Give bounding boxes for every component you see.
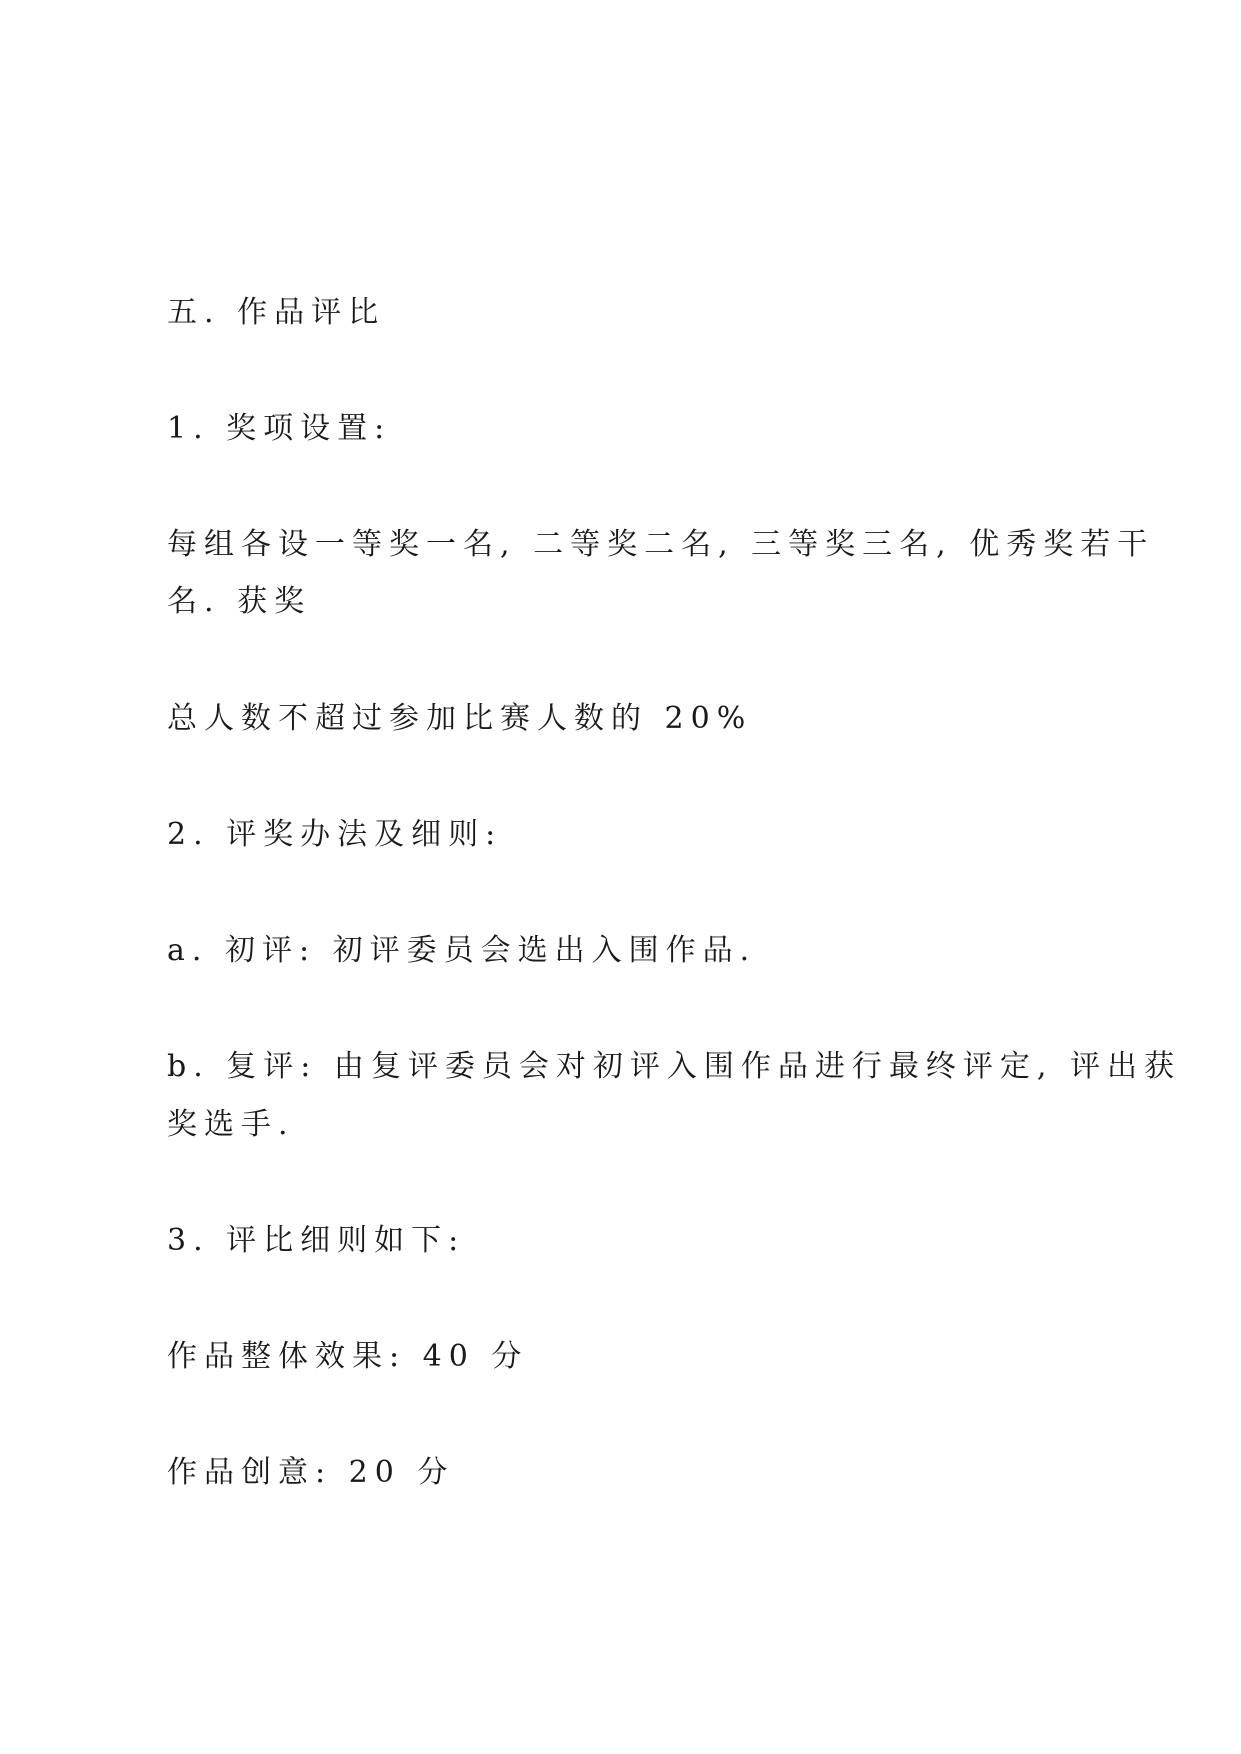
section-heading: 五. 作品评比 xyxy=(167,295,386,330)
paragraph-line: 作品创意: 20 分 xyxy=(167,1455,455,1490)
paragraph-line: 每组各设一等奖一名, 二等奖二名, 三等奖三名, 优秀奖若干 xyxy=(167,527,1155,562)
paragraph-line: a. 初评: 初评委员会选出入围作品. xyxy=(167,933,757,968)
paragraph-line: b. 复评: 由复评委员会对初评入围作品进行最终评定, 评出获 xyxy=(167,1049,1181,1084)
item-heading: 2. 评奖办法及细则: xyxy=(167,817,503,852)
item-heading: 1. 奖项设置: xyxy=(167,411,392,446)
paragraph-line: 名. 获奖 xyxy=(167,584,312,619)
item-heading: 3. 评比细则如下: xyxy=(167,1223,466,1258)
paragraph-line: 作品整体效果: 40 分 xyxy=(167,1339,529,1374)
paragraph-line: 奖选手. xyxy=(167,1107,295,1142)
paragraph-line: 总人数不超过参加比赛人数的 20% xyxy=(167,701,753,736)
